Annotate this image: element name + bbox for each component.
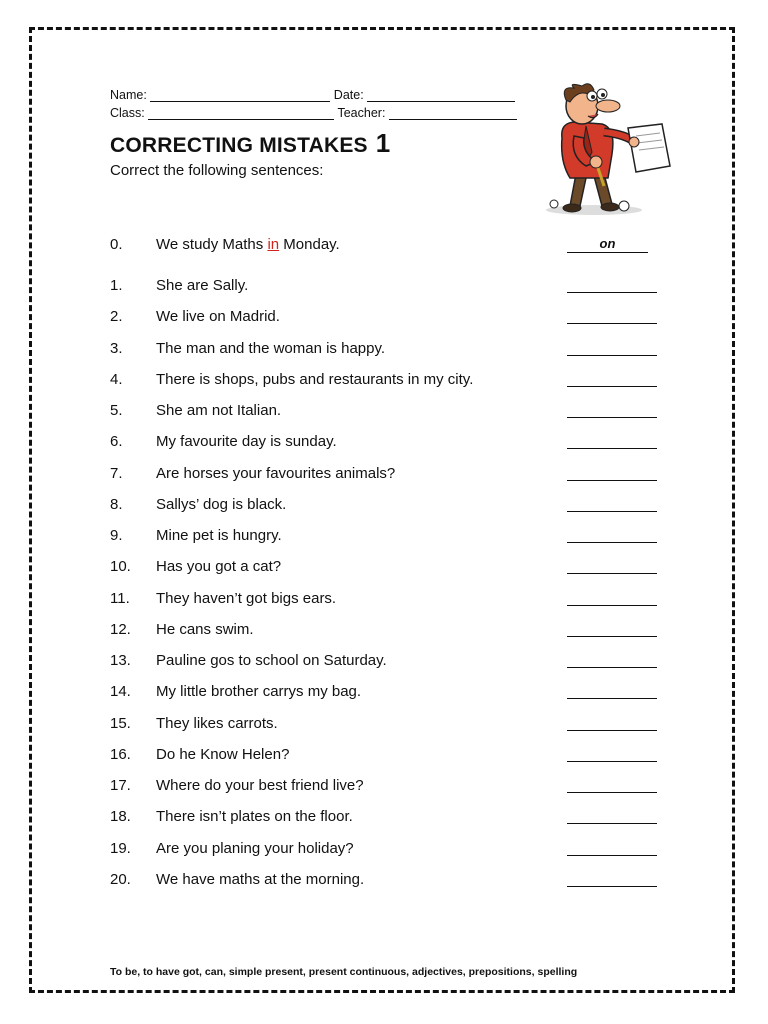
sentence-text: Are horses your favourites animals?: [156, 464, 396, 482]
sentence-number: 5.: [110, 402, 123, 419]
instructions: Correct the following sentences:: [110, 162, 324, 179]
sentence-number: 13.: [110, 652, 131, 669]
sentence-row: [0, 683, 768, 703]
class-field[interactable]: [148, 107, 334, 120]
sentence-text: There is shops, pubs and restaurants in my city.: [156, 370, 474, 388]
sentence-row: [0, 715, 768, 735]
sentence-text: Pauline gos to school on Saturday.: [156, 652, 387, 669]
page-title: [110, 128, 390, 159]
sentence-text: Sallys’ dog is black.: [156, 495, 287, 513]
sentence-number: 20.: [110, 870, 131, 888]
answer-blank[interactable]: [567, 417, 657, 418]
answer-blank[interactable]: [567, 667, 657, 668]
answer-blank[interactable]: [567, 573, 657, 574]
date-field[interactable]: [367, 89, 515, 102]
example-before: We study Maths: [156, 236, 268, 253]
sentence-number: 17.: [110, 777, 131, 794]
answer-blank[interactable]: [567, 542, 657, 543]
sentence-row: [0, 277, 768, 297]
answer-blank[interactable]: [567, 855, 657, 856]
sentence-number: 2.: [110, 308, 123, 326]
sentence-number: 8.: [110, 495, 123, 513]
answer-blank[interactable]: [567, 292, 657, 293]
answer-blank[interactable]: [567, 886, 657, 887]
sentence-row: [0, 340, 768, 360]
answer-blank[interactable]: [567, 636, 657, 637]
example-after: Monday.: [279, 236, 340, 253]
answer-blank[interactable]: [567, 355, 657, 356]
example-row: [0, 236, 768, 256]
class-label: Class:: [110, 106, 145, 120]
sentence-number: 6.: [110, 433, 123, 451]
sentence-text: There isn’t plates on the floor.: [156, 808, 353, 826]
sentence-row: [0, 496, 768, 516]
sentence-text: Where do your best friend live?: [156, 777, 364, 794]
sentence-row: [0, 433, 768, 453]
answer-blank[interactable]: [567, 323, 657, 324]
sentence-row: [0, 840, 768, 860]
sentence-number: 14.: [110, 683, 131, 701]
sentence-text: He cans swim.: [156, 620, 254, 638]
date-label: Date:: [333, 88, 364, 102]
sentence-number: 12.: [110, 620, 131, 638]
sentence-row: [0, 871, 768, 891]
name-date-row: [110, 88, 515, 102]
answer-blank[interactable]: [567, 511, 657, 512]
sentence-number: 16.: [110, 745, 131, 763]
sentence-text: They haven’t got bigs ears.: [156, 589, 337, 607]
sentence-number: 11.: [110, 589, 130, 607]
sentence-row: [0, 808, 768, 828]
topics-footer: To be, to have got, can, simple present, present continuous, adjectives, prepositions, spelling: [110, 966, 578, 978]
sentence-text: We have maths at the morning.: [156, 870, 365, 888]
cartoon-man-reading-paper-icon: [524, 82, 676, 222]
sentence-number: 15.: [110, 714, 131, 732]
sentence-number: 18.: [110, 808, 131, 826]
sentence-row: [0, 746, 768, 766]
teacher-field[interactable]: [389, 107, 517, 120]
sentence-text: They likes carrots.: [156, 714, 278, 732]
sentence-row: [0, 777, 768, 797]
sentence-row: [0, 371, 768, 391]
sentence-row: [0, 402, 768, 422]
answer-blank[interactable]: [567, 480, 657, 481]
sentence-row: [0, 308, 768, 328]
name-label: Name:: [110, 88, 147, 102]
sentence-number: 19.: [110, 839, 131, 857]
example-error-word: in: [267, 236, 280, 253]
sentence-text: My little brother carrys my bag.: [156, 683, 362, 701]
sentence-number: 3.: [110, 339, 123, 357]
sentence-row: [0, 465, 768, 485]
title-text: CORRECTING MISTAKES: [110, 134, 368, 157]
answer-blank[interactable]: [567, 792, 657, 793]
sentence-number: 1.: [110, 277, 123, 294]
title-number: 1: [375, 128, 391, 158]
answer-blank[interactable]: [567, 823, 657, 824]
sentence-text: Are you planing your holiday?: [156, 839, 354, 857]
answer-blank[interactable]: [567, 386, 657, 387]
sentence-row: [0, 558, 768, 578]
answer-blank[interactable]: [567, 605, 657, 606]
sentence-row: [0, 527, 768, 547]
name-field[interactable]: [150, 89, 330, 102]
sentence-row: [0, 590, 768, 610]
sentence-number: 10.: [110, 558, 131, 576]
example-sentence: [156, 236, 340, 253]
sentence-number: 7.: [110, 464, 123, 482]
sentence-text: The man and the woman is happy.: [156, 339, 386, 357]
sentence-text: She are Sally.: [156, 277, 249, 294]
teacher-label: Teacher:: [337, 106, 386, 120]
class-teacher-row: [110, 106, 517, 120]
sentence-text: She am not Italian.: [156, 402, 282, 419]
sentence-number: 9.: [110, 527, 123, 544]
sentence-text: My favourite day is sunday.: [156, 433, 337, 451]
answer-blank[interactable]: [567, 761, 657, 762]
sentence-number: 4.: [110, 370, 123, 388]
example-number: 0.: [110, 236, 123, 253]
sentence-row: [0, 652, 768, 672]
sentence-text: Has you got a cat?: [156, 558, 282, 576]
answer-blank[interactable]: [567, 698, 657, 699]
answer-blank[interactable]: [567, 730, 657, 731]
sentence-text: We live on Madrid.: [156, 308, 280, 326]
sentence-text: Do he Know Helen?: [156, 745, 290, 763]
sentence-row: [0, 621, 768, 641]
answer-blank[interactable]: [567, 448, 657, 449]
sentence-text: Mine pet is hungry.: [156, 527, 282, 544]
example-answer: on: [567, 236, 648, 253]
